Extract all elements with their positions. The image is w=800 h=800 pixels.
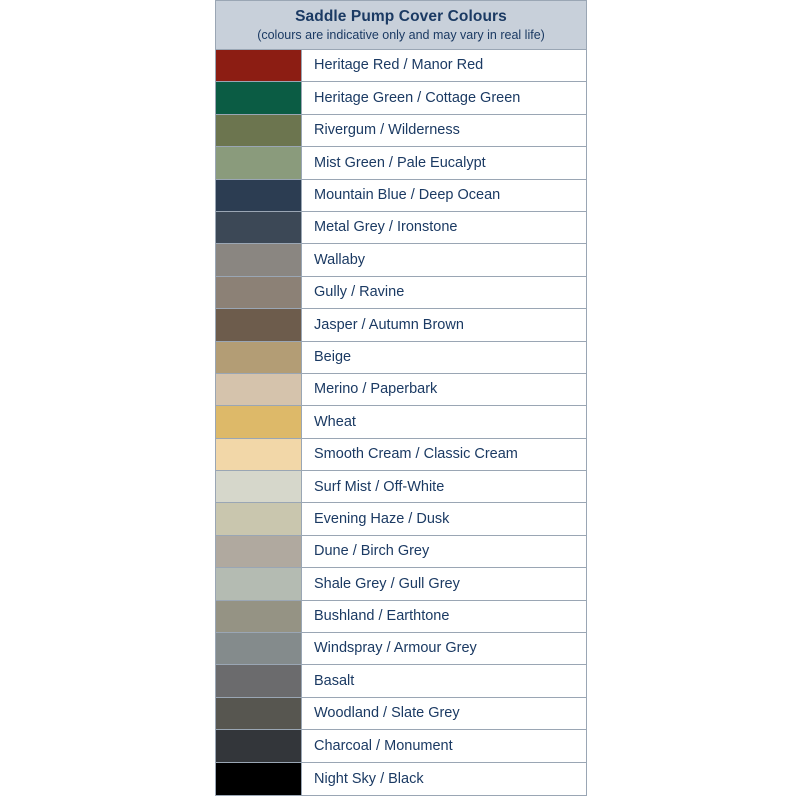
colour-name: Surf Mist / Off-White — [314, 478, 445, 495]
colour-swatch — [216, 665, 302, 696]
colour-name: Heritage Red / Manor Red — [314, 57, 484, 74]
colour-swatch — [216, 180, 302, 211]
colour-swatch — [216, 763, 302, 795]
colour-chart — [215, 0, 587, 796]
colour-name: Night Sky / Black — [314, 770, 424, 787]
colour-name: Mountain Blue / Deep Ocean — [314, 187, 501, 203]
colour-name: Metal Grey / Ironstone — [314, 219, 458, 236]
colour-row — [216, 471, 586, 503]
colour-row — [216, 342, 586, 374]
colour-name: Gully / Ravine — [314, 284, 405, 301]
colour-row — [216, 212, 586, 244]
colour-name: Windspray / Armour Grey — [314, 640, 477, 657]
colour-swatch — [216, 503, 302, 534]
colour-row — [216, 309, 586, 341]
colour-swatch — [216, 471, 302, 502]
colour-name: Dune / Birch Grey — [314, 543, 430, 560]
colour-name: Jasper / Autumn Brown — [314, 316, 464, 333]
colour-name: Charcoal / Monument — [314, 737, 453, 754]
colour-swatch — [216, 115, 302, 146]
colour-name: Wallaby — [314, 251, 366, 268]
chart-header — [216, 1, 586, 50]
colour-swatch — [216, 568, 302, 599]
colour-name: Beige — [314, 348, 352, 365]
colour-swatch — [216, 212, 302, 243]
colour-swatch — [216, 244, 302, 275]
page-title: Saddle Pump Cover Colours — [295, 8, 507, 25]
chart-subtitle: (colours are indicative only and may vary in real life) — [257, 28, 545, 42]
colour-row — [216, 665, 586, 697]
colour-swatch — [216, 536, 302, 567]
colour-swatch — [216, 50, 302, 81]
colour-swatch — [216, 374, 302, 405]
colour-name: Evening Haze / Dusk — [314, 510, 450, 527]
colour-row — [216, 763, 586, 795]
colour-name: Woodland / Slate Grey — [314, 705, 460, 722]
colour-name: Wheat — [314, 413, 356, 430]
colour-row — [216, 277, 586, 309]
colour-swatch — [216, 82, 302, 113]
colour-swatch — [216, 730, 302, 761]
colour-swatch — [216, 406, 302, 437]
colour-row — [216, 406, 586, 438]
colour-row — [216, 82, 586, 114]
colour-row — [216, 503, 586, 535]
colour-row — [216, 115, 586, 147]
colour-row — [216, 50, 586, 82]
colour-name: Rivergum / Wilderness — [314, 122, 460, 139]
colour-row — [216, 698, 586, 730]
colour-swatch — [216, 309, 302, 340]
colour-name: Mist Green / Pale Eucalypt — [314, 154, 486, 171]
colour-row — [216, 568, 586, 600]
colour-name: Bushland / Earthtone — [314, 608, 450, 625]
colour-name: Merino / Paperbark — [314, 381, 438, 398]
colour-swatch — [216, 633, 302, 664]
colour-row — [216, 180, 586, 212]
colour-row — [216, 601, 586, 633]
colour-swatch — [216, 439, 302, 470]
colour-swatch — [216, 277, 302, 308]
colour-swatch — [216, 698, 302, 729]
colour-name: Basalt — [314, 672, 355, 689]
colour-swatch — [216, 147, 302, 178]
colour-name: Smooth Cream / Classic Cream — [314, 446, 518, 463]
colour-name: Shale Grey / Gull Grey — [314, 575, 460, 592]
colour-list — [216, 50, 586, 795]
colour-row — [216, 244, 586, 276]
colour-row — [216, 536, 586, 568]
colour-swatch — [216, 342, 302, 373]
colour-row — [216, 374, 586, 406]
colour-swatch — [216, 601, 302, 632]
colour-row — [216, 633, 586, 665]
colour-row — [216, 147, 586, 179]
colour-name: Heritage Green / Cottage Green — [314, 89, 521, 106]
colour-row — [216, 730, 586, 762]
colour-row — [216, 439, 586, 471]
